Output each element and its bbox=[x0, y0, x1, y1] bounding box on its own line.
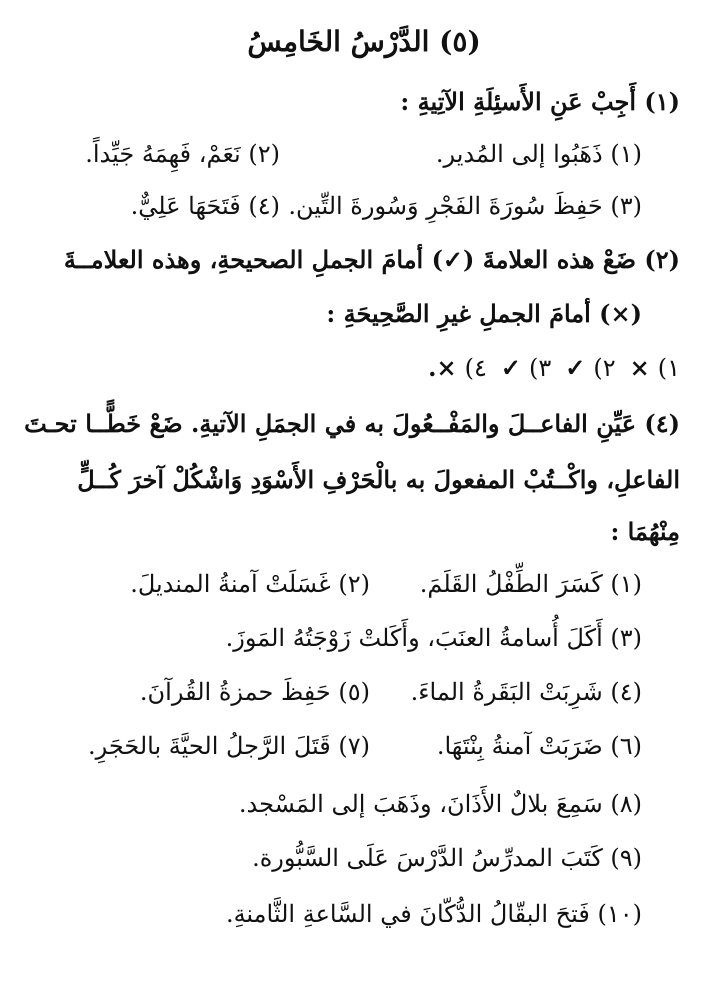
mark-number: ٣) bbox=[528, 354, 552, 382]
exercise-item-6: (٦) ضَرَبَتْ آمنةُ بِنْتَهَا. bbox=[436, 732, 642, 760]
check-mark: ✓ bbox=[500, 353, 521, 382]
answer-2: (٢) نَعَمْ، فَهِمَهُ جَيِّداً. bbox=[85, 140, 280, 168]
section4-heading-line1: (٤) عَيِّنِ الفاعــلَ والمَفْــعُولَ به في الجمَلِ الآتيةِ. ضَعْ خَطًّــا تحـتَ bbox=[24, 409, 680, 438]
section2-heading-line2: (×) أمامَ الجملِ غيرِ الصَّحِيحَةِ : bbox=[326, 299, 642, 328]
answer-1: (١) ذَهَبُوا إلى المُدير. bbox=[435, 140, 642, 168]
exercise-item-9: (٩) كَتَبَ المدرِّسُ الدَّرْسَ عَلَى السَّبُّورة. bbox=[252, 844, 642, 872]
answer-3: (٣) حَفِظَ سُورَةَ الفَجْرِ وَسُورةَ التِّين. bbox=[288, 192, 642, 220]
mark-number: ٤) bbox=[464, 354, 487, 382]
marks-row bbox=[428, 348, 680, 388]
mark-item bbox=[565, 348, 615, 388]
mark-item bbox=[630, 348, 680, 388]
exercise-item-5: (٥) حَفِظَ حمزةُ القُرآنَ. bbox=[139, 678, 370, 706]
section2-heading-line1: (٢) ضَعْ هذه العلامةَ (✓) أمامَ الجملِ الصحيحةِ، وهذه العلامــةَ bbox=[63, 245, 680, 274]
mark-item bbox=[501, 348, 551, 388]
mark-number: ١) bbox=[657, 354, 680, 382]
mark-number: ٢) bbox=[593, 354, 616, 382]
check-mark: ✓ bbox=[565, 353, 586, 382]
exercise-item-4: (٤) شَرِبَتْ البَقَرةُ الماءَ. bbox=[410, 678, 642, 706]
section4-heading-line2: الفاعلِ، واكْــتُبْ المفعولَ به بالْحَرْفِ الأَسْوَدِ وَاشْكُلْ آخرَ كُــلٍّ bbox=[77, 465, 680, 494]
section4-heading-line3: مِنْهُمَا : bbox=[610, 517, 680, 546]
exercise-item-1: (١) كَسَرَ الطِّفْلُ القَلَمَ. bbox=[419, 570, 642, 598]
cross-mark: × bbox=[629, 353, 650, 382]
exercise-item-7: (٧) قَتَلَ الرَّجلُ الحيَّةَ بالحَجَرِ. bbox=[87, 732, 370, 760]
mark-item bbox=[428, 348, 487, 388]
exercise-item-8: (٨) سَمِعَ بلالٌ الأَذَانَ، وذَهَبَ إلى المَسْجد. bbox=[238, 790, 642, 818]
lesson-title: (٥) الدَّرْسُ الخَامِسُ bbox=[247, 25, 481, 58]
exercise-item-2: (٢) غَسَلَتْ آمنةُ المنديلَ. bbox=[130, 570, 370, 598]
section1-heading: (١) أَجِبْ عَنِ الأَسئِلَةِ الآتِيةِ : bbox=[400, 87, 680, 116]
answer-4: (٤) فَتَحَهَا عَلِيٌّ. bbox=[130, 192, 280, 220]
exercise-item-10: (١٠) فَتحَ البقّالُ الدُّكّانَ في السَّاعةِ الثَّامنةِ. bbox=[225, 900, 642, 928]
exercise-item-3: (٣) أَكَلَ أُسامةُ العنَبَ، وأَكَلتْ زَوْجَتُهُ المَوزَ. bbox=[225, 624, 642, 652]
cross-mark: ×. bbox=[428, 353, 457, 382]
